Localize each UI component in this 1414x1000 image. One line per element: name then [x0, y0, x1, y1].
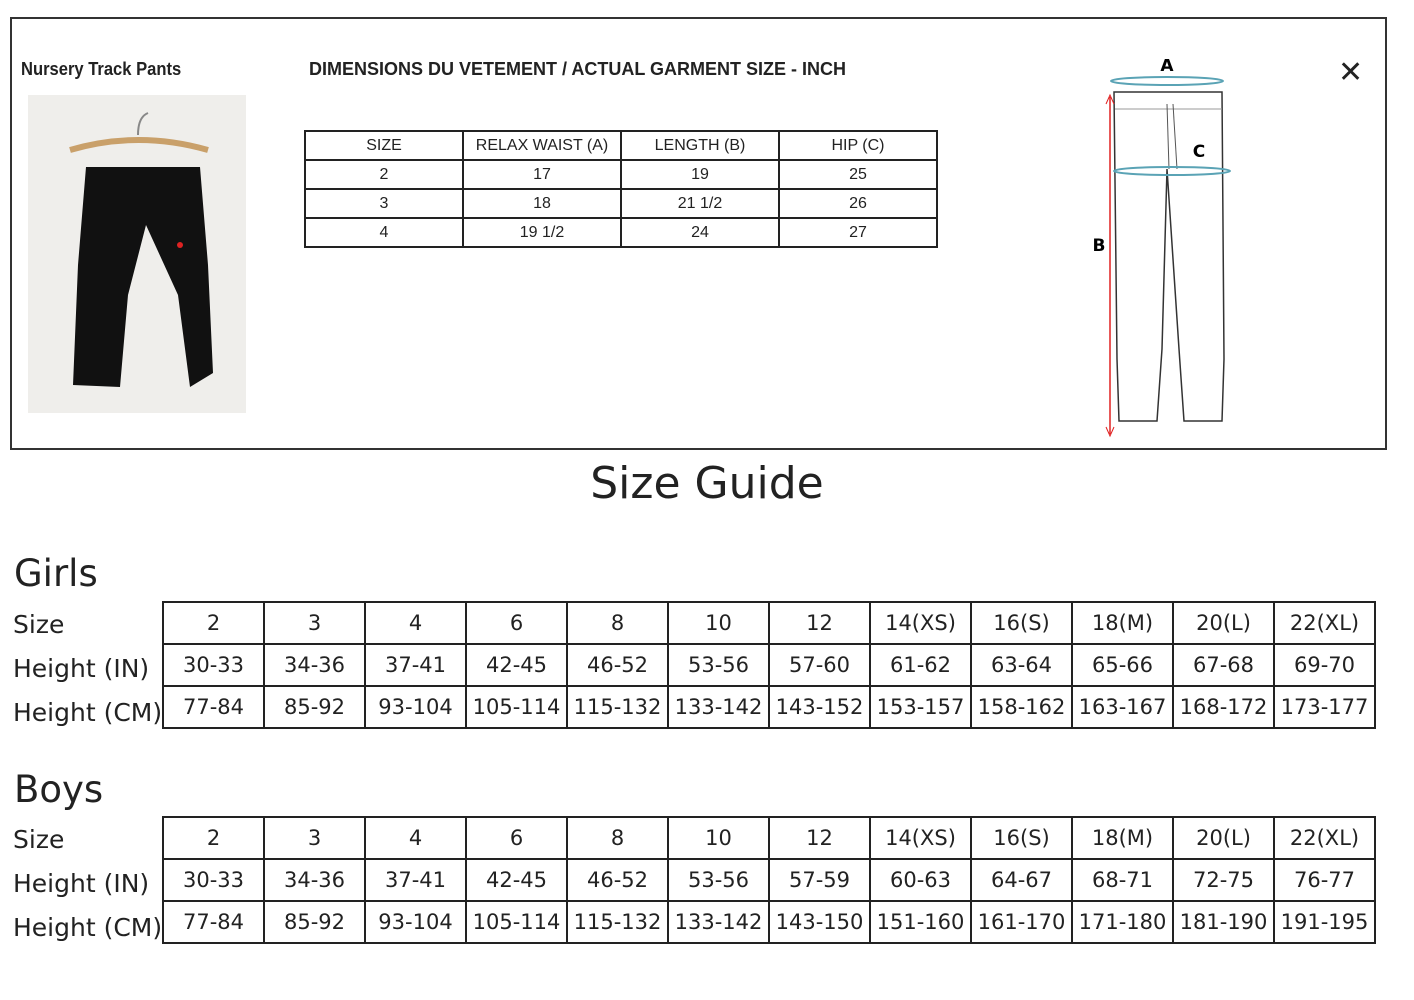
table-cell: 34-36 — [264, 644, 365, 686]
table-cell: 85-92 — [264, 686, 365, 728]
table-cell: 61-62 — [870, 644, 971, 686]
table-cell: 14(XS) — [870, 602, 971, 644]
table-cell: 181-190 — [1173, 901, 1274, 943]
pants-outline — [1114, 92, 1224, 421]
dimensions-table — [304, 130, 938, 248]
table-cell: 10 — [668, 602, 769, 644]
table-cell: 171-180 — [1072, 901, 1173, 943]
row-label-size: Size — [13, 610, 65, 639]
dimensions-title: DIMENSIONS DU VETEMENT / ACTUAL GARMENT SIZE - INCH — [309, 59, 847, 79]
table-cell: 30-33 — [163, 644, 264, 686]
table-cell: 115-132 — [567, 901, 668, 943]
table-cell: 16(S) — [971, 817, 1072, 859]
table-cell: 153-157 — [870, 686, 971, 728]
size-guide-title: Size Guide — [590, 458, 824, 509]
table-cell: 105-114 — [466, 686, 567, 728]
table-cell: 37-41 — [365, 644, 466, 686]
table-cell: 168-172 — [1173, 686, 1274, 728]
table-cell: 133-142 — [668, 901, 769, 943]
table-row — [163, 686, 1375, 728]
table-cell: 72-75 — [1173, 859, 1274, 901]
table-cell: 3 — [264, 817, 365, 859]
waist-measure — [1111, 77, 1223, 85]
table-cell: 24 — [621, 218, 779, 247]
table-cell: 105-114 — [466, 901, 567, 943]
boys-row-labels — [13, 818, 162, 950]
table-cell: 163-167 — [1072, 686, 1173, 728]
table-cell: 93-104 — [365, 901, 466, 943]
table-cell: 63-64 — [971, 644, 1072, 686]
table-cell: 12 — [769, 602, 870, 644]
table-cell: 42-45 — [466, 644, 567, 686]
table-cell: 30-33 — [163, 859, 264, 901]
table-cell: 69-70 — [1274, 644, 1375, 686]
table-cell: 6 — [466, 817, 567, 859]
table-cell: 85-92 — [264, 901, 365, 943]
label-a: A — [1160, 59, 1174, 76]
row-label-height-in: Height (IN) — [13, 654, 150, 683]
table-cell: 42-45 — [466, 859, 567, 901]
girls-size-table — [162, 601, 1376, 729]
table-cell: LENGTH (B) — [621, 131, 779, 160]
table-cell: 25 — [779, 160, 937, 189]
table-row — [305, 218, 937, 247]
table-cell: 57-60 — [769, 644, 870, 686]
table-cell: 26 — [779, 189, 937, 218]
table-cell: 77-84 — [163, 686, 264, 728]
table-cell: 173-177 — [1274, 686, 1375, 728]
table-cell: 3 — [305, 189, 463, 218]
table-cell: 19 1/2 — [463, 218, 621, 247]
table-row — [305, 131, 937, 160]
table-cell: 2 — [163, 602, 264, 644]
table-cell: 22(XL) — [1274, 602, 1375, 644]
table-cell: 67-68 — [1173, 644, 1274, 686]
table-cell: 16(S) — [971, 602, 1072, 644]
table-cell: 46-52 — [567, 644, 668, 686]
table-cell: 2 — [163, 817, 264, 859]
table-cell: 115-132 — [567, 686, 668, 728]
label-b: B — [1092, 236, 1106, 256]
table-cell: 4 — [305, 218, 463, 247]
table-row — [163, 644, 1375, 686]
table-cell: 64-67 — [971, 859, 1072, 901]
table-cell: 27 — [779, 218, 937, 247]
table-cell: 34-36 — [264, 859, 365, 901]
product-photo — [28, 95, 246, 413]
table-cell: 133-142 — [668, 686, 769, 728]
boys-heading: Boys — [14, 768, 104, 811]
table-cell: 46-52 — [567, 859, 668, 901]
table-cell: 20(L) — [1173, 602, 1274, 644]
table-cell: 18(M) — [1072, 817, 1173, 859]
row-label-height-cm: Height (CM) — [13, 913, 163, 942]
table-cell: 191-195 — [1274, 901, 1375, 943]
table-cell: 76-77 — [1274, 859, 1375, 901]
table-cell: 8 — [567, 817, 668, 859]
table-cell: 53-56 — [668, 644, 769, 686]
close-icon[interactable]: ✕ — [1338, 55, 1364, 90]
table-cell: 93-104 — [365, 686, 466, 728]
table-cell: 68-71 — [1072, 859, 1173, 901]
table-cell: 22(XL) — [1274, 817, 1375, 859]
table-cell: 2 — [305, 160, 463, 189]
table-cell: 17 — [463, 160, 621, 189]
table-row — [163, 817, 1375, 859]
table-cell: 8 — [567, 602, 668, 644]
table-cell: 20(L) — [1173, 817, 1274, 859]
table-cell: 53-56 — [668, 859, 769, 901]
label-c: C — [1192, 142, 1206, 162]
table-row — [163, 602, 1375, 644]
table-row — [305, 160, 937, 189]
table-cell: 65-66 — [1072, 644, 1173, 686]
garment-size-panel — [10, 17, 1387, 450]
table-row — [163, 901, 1375, 943]
girls-heading: Girls — [14, 552, 98, 595]
track-pants-photo — [28, 95, 246, 413]
girls-row-labels — [13, 603, 162, 735]
table-row — [163, 859, 1375, 901]
table-cell: 60-63 — [870, 859, 971, 901]
table-cell: 18(M) — [1072, 602, 1173, 644]
row-label-height-in: Height (IN) — [13, 869, 150, 898]
table-cell: RELAX WAIST (A) — [463, 131, 621, 160]
table-cell: 77-84 — [163, 901, 264, 943]
row-label-size: Size — [13, 825, 65, 854]
table-row — [305, 189, 937, 218]
table-cell: SIZE — [305, 131, 463, 160]
boys-size-table — [162, 816, 1376, 944]
row-label-height-cm: Height (CM) — [13, 698, 163, 727]
table-cell: 37-41 — [365, 859, 466, 901]
table-cell: 57-59 — [769, 859, 870, 901]
table-cell: 12 — [769, 817, 870, 859]
table-cell: 10 — [668, 817, 769, 859]
table-cell: HIP (C) — [779, 131, 937, 160]
table-cell: 143-152 — [769, 686, 870, 728]
table-cell: 158-162 — [971, 686, 1072, 728]
table-cell: 14(XS) — [870, 817, 971, 859]
product-title: Nursery Track Pants — [21, 59, 182, 79]
table-cell: 143-150 — [769, 901, 870, 943]
table-cell: 4 — [365, 602, 466, 644]
table-cell: 6 — [466, 602, 567, 644]
table-cell: 4 — [365, 817, 466, 859]
table-cell: 18 — [463, 189, 621, 218]
table-cell: 151-160 — [870, 901, 971, 943]
table-cell: 161-170 — [971, 901, 1072, 943]
table-cell: 19 — [621, 160, 779, 189]
garment-diagram — [1087, 59, 1247, 443]
table-cell: 21 1/2 — [621, 189, 779, 218]
table-cell: 3 — [264, 602, 365, 644]
